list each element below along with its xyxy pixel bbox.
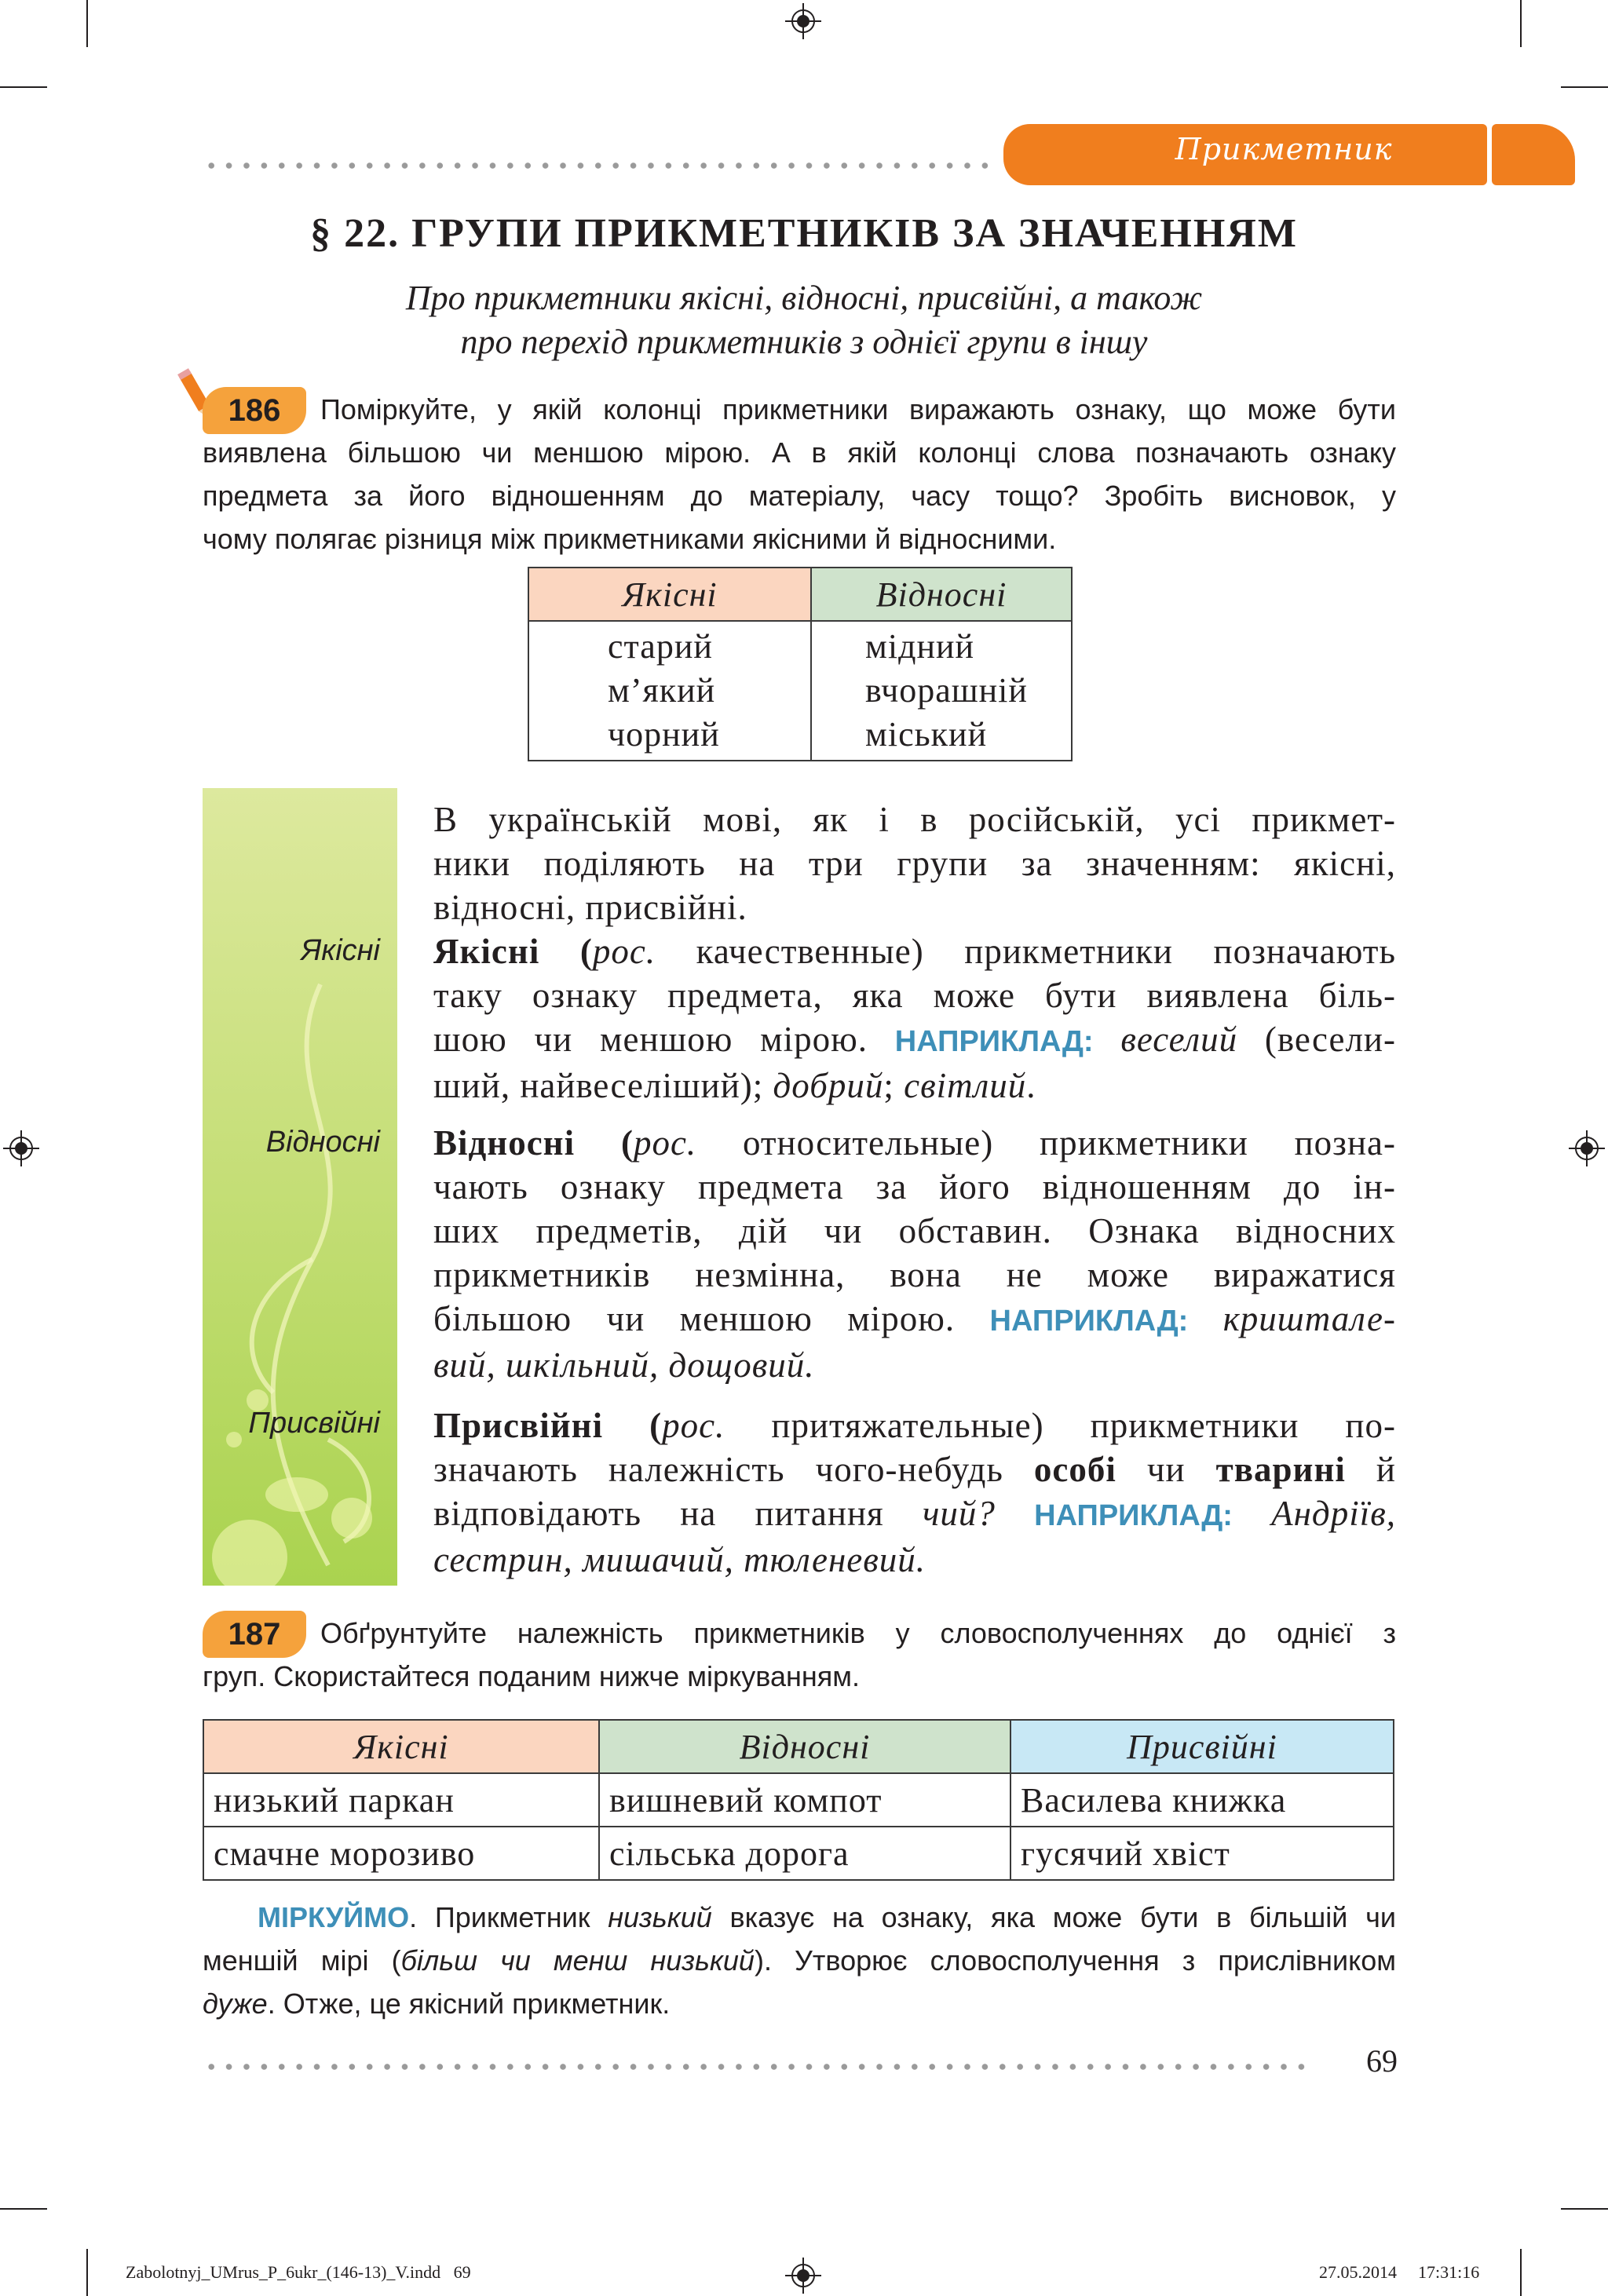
text-line: ники поділяють на три групи за значенням: якісні,	[433, 844, 1396, 883]
table-cell: низький паркан	[203, 1773, 599, 1827]
text: меншій мірі (	[203, 1944, 401, 1977]
example-word: світлий	[904, 1066, 1027, 1105]
registration-mark-icon	[3, 1130, 39, 1166]
task-187-text	[203, 1612, 1396, 1698]
table-word: мідний	[865, 627, 975, 666]
example-word: Андріїв,	[1271, 1494, 1396, 1533]
text-line	[203, 1939, 1396, 1982]
text-line: прикметників незмінна, вона не може виражатися	[433, 1255, 1396, 1294]
possessive-definition	[433, 1404, 1396, 1582]
text: більшою чи меншою мірою.	[433, 1299, 956, 1338]
header-dotted-rule	[203, 162, 996, 170]
crop-mark	[1520, 2249, 1522, 2296]
floral-ornament-icon	[203, 788, 397, 1586]
term: Якісні	[433, 932, 540, 971]
section-tab-label: Прикметник	[1175, 132, 1393, 166]
adjective-table-187	[203, 1719, 1394, 1881]
subtitle-line: Про прикметники якісні, відносні, присвійні, а також	[405, 279, 1203, 317]
example-word: криштале-	[1222, 1299, 1397, 1338]
paren: (	[575, 1123, 634, 1163]
reasoning-text	[203, 1896, 1396, 2025]
table-header: Якісні	[528, 568, 811, 621]
table-cell: гусячий хвіст	[1010, 1827, 1394, 1880]
text-line: В українській мові, як і в російській, усі прикмет-	[433, 800, 1396, 839]
text: притяжательные) прикметники по-	[725, 1406, 1396, 1445]
italic-word: більш чи менш низький	[400, 1944, 755, 1977]
registration-mark-icon	[785, 3, 821, 39]
text-line	[433, 929, 1396, 973]
bold-word: особі	[1033, 1450, 1116, 1489]
text: . Прикметник	[409, 1901, 608, 1933]
example-word: веселий	[1120, 1020, 1238, 1059]
table-word: чорний	[608, 715, 720, 754]
text-line	[203, 1896, 1396, 1939]
side-label: Присвійні	[248, 1407, 380, 1440]
text-line	[433, 1404, 1396, 1447]
task-line: Поміркуйте, у якій колонці прикметники виражають ознаку, що може бути	[320, 393, 1396, 425]
table-header: Відносні	[811, 568, 1072, 621]
text-line: таку ознаку предмета, яка може бути виявлена біль-	[433, 976, 1396, 1015]
example-label: НАПРИКЛАД:	[989, 1305, 1189, 1338]
text: (весели-	[1237, 1020, 1396, 1059]
table-cell: Василева книжка	[1010, 1773, 1394, 1827]
registration-mark-icon	[1569, 1130, 1605, 1166]
table-word: м’який	[608, 671, 716, 710]
section-tab-end	[1492, 124, 1575, 185]
crop-mark	[0, 86, 47, 88]
term: Присвійні	[433, 1406, 604, 1445]
text-line	[433, 1064, 1396, 1108]
reasoning-label: МІРКУЙМО	[258, 1901, 410, 1933]
theory-intro	[433, 798, 1396, 929]
ros-abbr: рос.	[662, 1406, 725, 1445]
text-line	[433, 1538, 1396, 1582]
text-line	[203, 1982, 1396, 2025]
table-cell: вишневий компот	[599, 1773, 1010, 1827]
text: вказує на ознаку, яка може бути в більшій чи	[711, 1901, 1396, 1933]
table-cell: смачне морозиво	[203, 1827, 599, 1880]
print-date: 27.05.2014	[1319, 2262, 1397, 2282]
text-line: ших предметів, дій чи обставин. Ознака відносних	[433, 1211, 1396, 1250]
side-label: Відносні	[265, 1126, 380, 1159]
ros-abbr: рос.	[633, 1123, 697, 1163]
italic-word: дуже	[203, 1988, 268, 2020]
adjective-table-186	[528, 567, 1073, 761]
page-title: § 22. ГРУПИ ПРИКМЕТНИКІВ ЗА ЗНАЧЕННЯМ	[310, 211, 1298, 256]
example-word: вий, шкільний, дощовий.	[433, 1345, 815, 1385]
relative-definition	[433, 1121, 1396, 1387]
paren: (	[603, 1406, 663, 1445]
table-word: міський	[865, 715, 988, 754]
task-line: чому полягає різниця між прикметниками якісними й відносними.	[203, 523, 1057, 555]
table-header: Якісні	[203, 1720, 599, 1773]
text: ший, найвеселіший);	[433, 1066, 773, 1105]
ros-abbr: рос.	[592, 932, 656, 971]
text: відповідають на питання	[433, 1494, 923, 1533]
example-word: сестрин, мишачий, тюленевий.	[433, 1540, 926, 1579]
table-row	[203, 1773, 1394, 1827]
text-line	[433, 1491, 1396, 1538]
file-slug: Zabolotnyj_UMrus_P_6ukr_(146-13)_V.indd 69	[126, 2262, 471, 2282]
text-line	[433, 1447, 1396, 1491]
subtitle-line: про перехід прикметників з однієї групи в іншу	[460, 323, 1148, 361]
crop-mark	[1520, 0, 1522, 47]
text: .	[1026, 1066, 1036, 1105]
table-word: вчорашній	[865, 671, 1028, 710]
side-label: Якісні	[301, 934, 380, 967]
registration-mark-icon	[785, 2258, 821, 2294]
crop-mark	[86, 0, 88, 47]
text: чи	[1116, 1450, 1216, 1489]
table-word: старий	[608, 627, 713, 666]
text: качественные) прикметники позначають	[656, 932, 1396, 971]
example-label: НАПРИКЛАД:	[894, 1025, 1094, 1058]
footer-dotted-rule	[203, 2063, 1308, 2071]
example-word: добрий	[773, 1066, 884, 1105]
text: шою чи меншою мірою.	[433, 1020, 868, 1059]
text-line: чають ознаку предмета за його відношенням до ін-	[433, 1167, 1396, 1206]
crop-mark	[86, 2249, 88, 2296]
text-line	[433, 1297, 1396, 1343]
decorative-side-bar	[203, 788, 397, 1586]
table-header: Присвійні	[1010, 1720, 1394, 1773]
question-word: чий?	[922, 1494, 996, 1533]
paren: (	[539, 932, 593, 971]
text: относительные) прикметники позна-	[696, 1123, 1396, 1163]
term: Відносні	[433, 1123, 576, 1163]
crop-mark	[0, 2208, 47, 2210]
text-line: відносні, присвійні.	[433, 888, 747, 927]
crop-mark	[1561, 2208, 1608, 2210]
qualitative-definition	[433, 929, 1396, 1108]
text: й	[1345, 1450, 1396, 1489]
table-header: Відносні	[599, 1720, 1010, 1773]
text: ;	[883, 1066, 904, 1105]
task-line: виявлена більшою чи меншою мірою. А в якій колонці слова позначають ознаку	[203, 436, 1396, 469]
task-number-badge: 187	[203, 1611, 306, 1658]
task-number-badge: 186	[203, 387, 306, 434]
table-cell	[528, 621, 811, 761]
text: значають належність чого-небудь	[433, 1450, 1034, 1489]
task-line: Обґрунтуйте належність прикметників у словосполученнях до однієї з	[320, 1617, 1396, 1649]
bold-word: тварині	[1215, 1450, 1346, 1489]
page-number: 69	[1366, 2043, 1398, 2079]
italic-word: низький	[608, 1901, 712, 1933]
task-186-text	[203, 388, 1396, 560]
example-label: НАПРИКЛАД:	[1034, 1499, 1233, 1532]
text-line	[433, 1017, 1396, 1064]
table-cell	[811, 621, 1072, 761]
text: ). Утворює словосполучення з прислівником	[754, 1944, 1397, 1977]
table-row	[203, 1827, 1394, 1880]
crop-mark	[1561, 86, 1608, 88]
text-line	[433, 1121, 1396, 1165]
task-line: груп. Скористайтеся поданим нижче міркуванням.	[203, 1660, 860, 1692]
task-line: предмета за його відношенням до матеріалу, часу тощо? Зробіть висновок, у	[203, 480, 1396, 512]
text-line	[433, 1343, 1396, 1387]
print-time: 17:31:16	[1418, 2262, 1480, 2282]
table-cell: сільська дорога	[599, 1827, 1010, 1880]
text: . Отже, це якісний прикметник.	[267, 1988, 671, 2020]
